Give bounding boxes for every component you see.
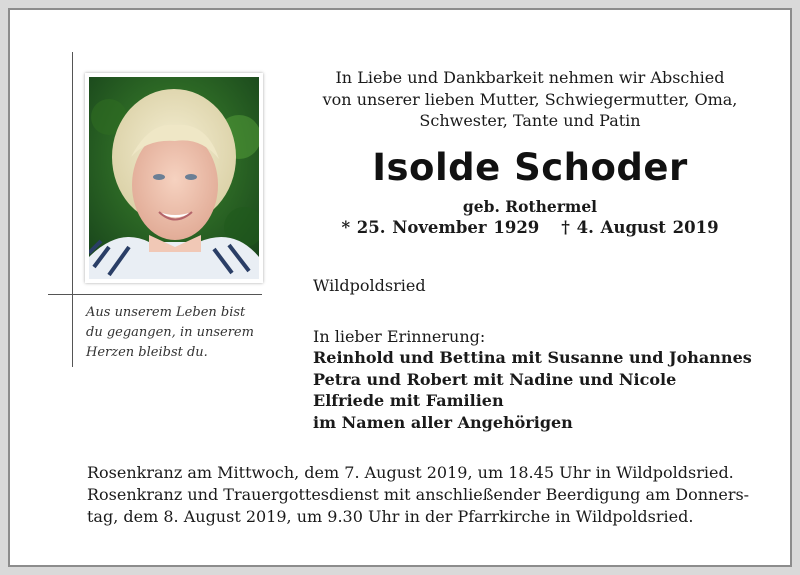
service-details [87, 462, 749, 527]
life-dates [300, 218, 760, 237]
obituary-card [8, 8, 792, 567]
memory-heading: In lieber Erinnerung: [313, 327, 486, 346]
birth-date: * 25. November 1929 [341, 218, 540, 237]
horizontal-rule [48, 294, 262, 295]
mourner-line: Petra und Robert mit Nadine und Nicole [313, 369, 677, 389]
death-date: † 4. August 2019 [561, 218, 719, 237]
mourner-line: Elfriede mit Familien [313, 391, 504, 410]
intro-text: In Liebe und Dankbarkeit nehmen wir Abschied von unserer lieben Mutter, Schwiegermutter, Oma, Schwester, Tante und Patin [322, 68, 738, 130]
service-line: Rosenkranz am Mittwoch, dem 7. August 2019, um 18.45 Uhr in Wildpoldsried. [87, 463, 734, 482]
portrait-photo [85, 73, 263, 283]
farewell-quote: Aus unserem Leben bist du gegangen, in unserem Herzen bleibst du. [86, 305, 254, 360]
place-name: Wildpoldsried [313, 276, 426, 295]
mourner-line: im Namen aller Angehörigen [313, 412, 573, 432]
vertical-rule [72, 52, 73, 367]
mourners-list [313, 347, 752, 433]
deceased-name: Isolde Schoder [372, 146, 688, 189]
maiden-name: geb. Rothermel [462, 197, 598, 216]
mourner-line: Reinhold und Bettina mit Susanne und Johannes [313, 348, 752, 367]
service-line: Rosenkranz und Trauergottesdienst mit anschließender Beerdigung am Donners- [87, 484, 750, 504]
service-line: tag, dem 8. August 2019, um 9.30 Uhr in der Pfarrkirche in Wildpoldsried. [87, 506, 694, 526]
